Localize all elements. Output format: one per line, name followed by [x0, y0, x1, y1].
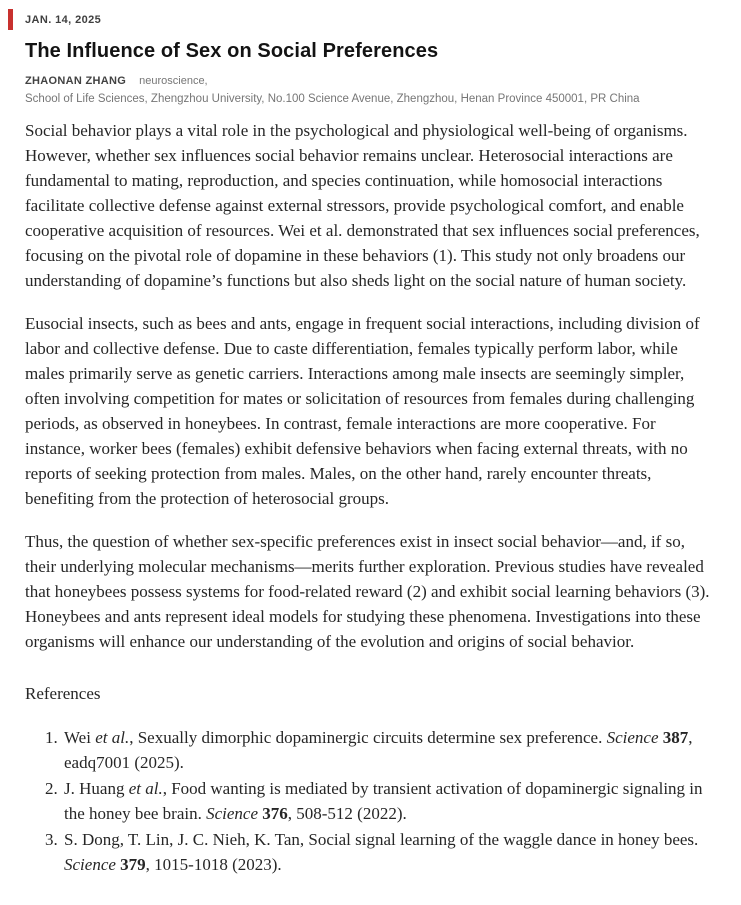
reference-item-1: 1. Wei et al., Sexually dimorphic dopaminergic circuits determine sex preference. Science 387, eadq7001 (2025).	[62, 725, 716, 775]
references-list	[25, 725, 716, 877]
article-header	[25, 9, 716, 106]
page-title: The Influence of Sex on Social Preferences	[25, 40, 439, 62]
author-role: neuroscience,	[139, 75, 208, 87]
paragraph-3: Thus, the question of whether sex-specific preferences exist in insect social behavior—and, if so, their underlying molecular mechanisms—merits further exploration. Previous studies have revealed that honeybees possess systems for food-related reward (2) and exhibit social learning behaviors (3). Honeybees and ants represent ideal models for studying these phenomena. Investigations into these organisms will enhance our understanding of the evolution and origins of social behavior.	[25, 532, 710, 651]
article-body	[25, 118, 716, 877]
author-affiliation: School of Life Sciences, Zhengzhou University, No.100 Science Avenue, Zhengzhou, Henan Province 450001, PR China	[25, 93, 640, 105]
byline	[25, 75, 716, 88]
paragraph-2: Eusocial insects, such as bees and ants, engage in frequent social interactions, including division of labor and collective defense. Due to caste differentiation, females typically perform labor, while males primarily serve as genetic carriers. Interactions among male insects are seemingly simpler, often involving competition for mates or solicitation of resources from females during challenging periods, as observed in honeybees. In contrast, female interactions are more cooperative. For instance, worker bees (females) exhibit defensive behaviors when facing external threats, with no reports of seeking protection from males. Males, on the other hand, rarely encounter threats, benefiting from the protection of heterosocial groups.	[25, 314, 700, 508]
reference-item-2: 2. J. Huang et al., Food wanting is mediated by transient activation of dopaminergic signaling in the honey bee brain. Science 376, 508-512 (2022).	[62, 776, 716, 826]
article-date: JAN. 14, 2025	[25, 13, 102, 26]
reference-item-3: 3. S. Dong, T. Lin, J. C. Nieh, K. Tan, Social signal learning of the waggle dance in honey bees. Science 379, 1015-1018 (2023).	[62, 827, 716, 877]
date-row	[8, 9, 716, 30]
paragraph-1: Social behavior plays a vital role in the psychological and physiological well-being of organisms. However, whether sex influences social behavior remains unclear. Heterosocial interactions are fundamental to mating, reproduction, and species continuation, while homosocial interactions facilitate collective defense against external stressors, provide psychological comfort, and enable cooperative acquisition of resources. Wei et al. demonstrated that sex influences social preferences, focusing on the pivotal role of dopamine in these behaviors (1). This study not only broadens our understanding of dopamine’s functions but also sheds light on the social nature of human society.	[25, 121, 700, 290]
date-accent-bar	[8, 9, 13, 30]
author-name: ZHAONAN ZHANG	[25, 75, 127, 87]
references-heading: References	[25, 684, 101, 703]
